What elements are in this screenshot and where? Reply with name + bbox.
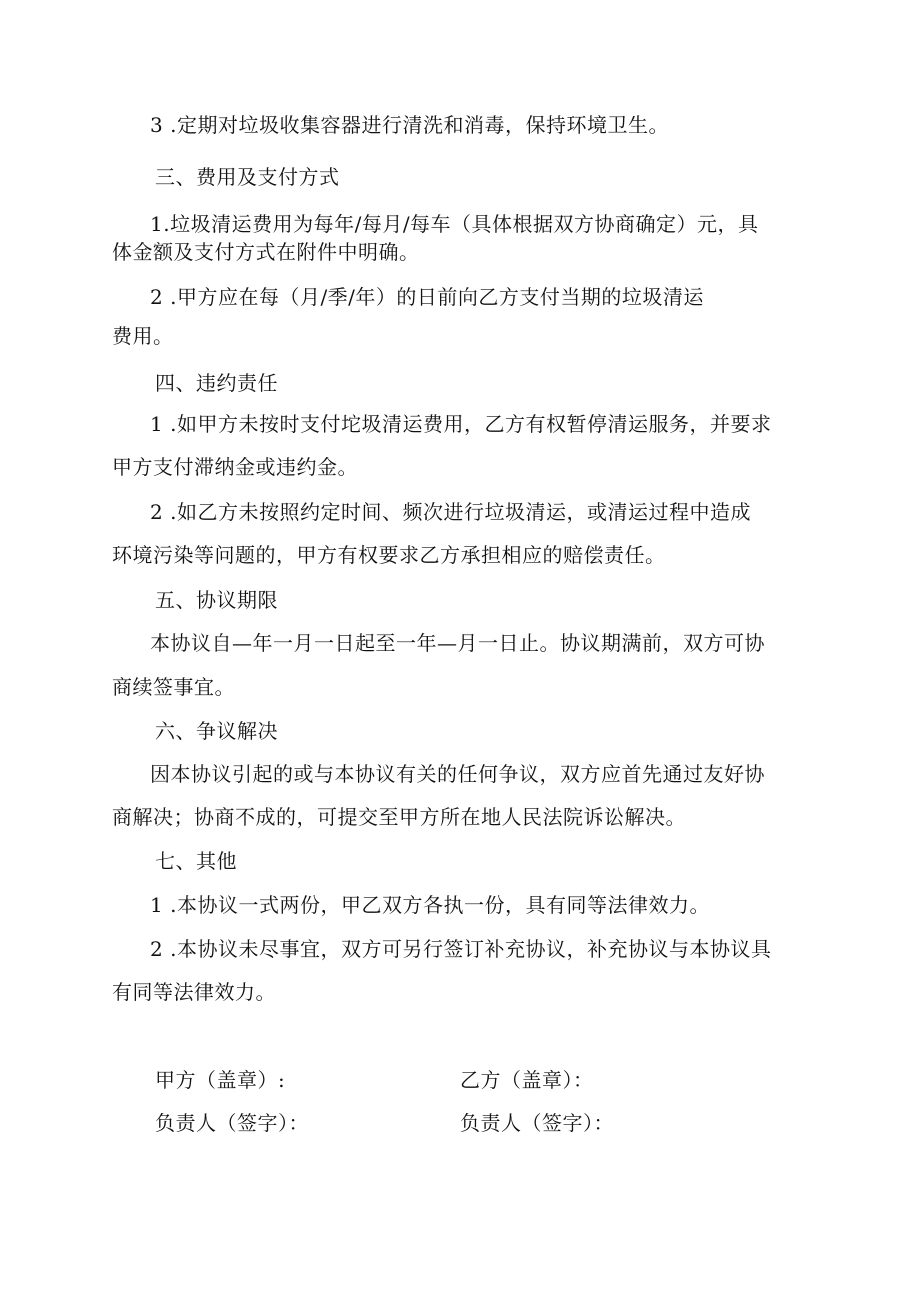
clause-text: 本协议自—年一月一日起至一年—月一日止。协议期满前，双方可协 xyxy=(150,631,765,655)
party-b-sign-label: 负责人（签字）： xyxy=(460,1111,614,1135)
clause-text: 商续签事宜。 xyxy=(112,675,235,699)
section-heading: 七、其他 xyxy=(155,849,237,873)
clause-text: 2 .甲方应在每（月/季/年）的日前向乙方支付当期的垃圾清运 xyxy=(150,285,704,309)
clause-text: 1 .如甲方未按时支付坨圾清运费用，乙方有权暂停清运服务，并要求 xyxy=(150,412,772,436)
party-a-sign-label: 负责人（签字）： xyxy=(155,1111,309,1135)
section-heading: 六、争议解决 xyxy=(155,719,278,743)
clause-text: 有同等法律效力。 xyxy=(112,980,276,1004)
clause-text: 甲方支付滞纳金或违约金。 xyxy=(112,455,358,479)
clause-text: 3 .定期对垃圾收集容器进行清洗和消毒，保持环境卫生。 xyxy=(150,113,669,137)
clause-text: 1 .本协议一式两份，甲乙双方各执一份，具有同等法律效力。 xyxy=(150,893,710,917)
clause-text: 费用。 xyxy=(112,324,174,348)
section-heading: 四、违约责任 xyxy=(155,371,278,395)
clause-text: 环境污染等问题的，甲方有权要求乙方承担相应的赔偿责任。 xyxy=(112,543,666,567)
party-b-seal-label: 乙方（盖章）： xyxy=(460,1068,594,1092)
clause-text: 商解决；协商不成的，可提交至甲方所在地人民法院诉讼解决。 xyxy=(112,805,686,829)
clause-text: 2 .本协议未尽事宜，双方可另行签订补充协议，补充协议与本协议具 xyxy=(150,937,772,961)
clause-text: 1.垃圾清运费用为每年/每月/每车（具体根据双方协商确定）元，具 xyxy=(150,212,759,236)
clause-text: 2 .如乙方未按照约定时间、频次进行垃圾清运，或清运过程中造成 xyxy=(150,500,751,524)
clause-text: 因本协议引起的或与本协议有关的任何争议，双方应首先通过友好协 xyxy=(150,762,765,786)
section-heading: 五、协议期限 xyxy=(155,588,278,612)
party-a-seal-label: 甲方（盖章）: xyxy=(155,1068,286,1092)
section-heading: 三、费用及支付方式 xyxy=(155,165,340,189)
clause-text: 体金额及支付方式在附件中明确。 xyxy=(112,240,420,264)
